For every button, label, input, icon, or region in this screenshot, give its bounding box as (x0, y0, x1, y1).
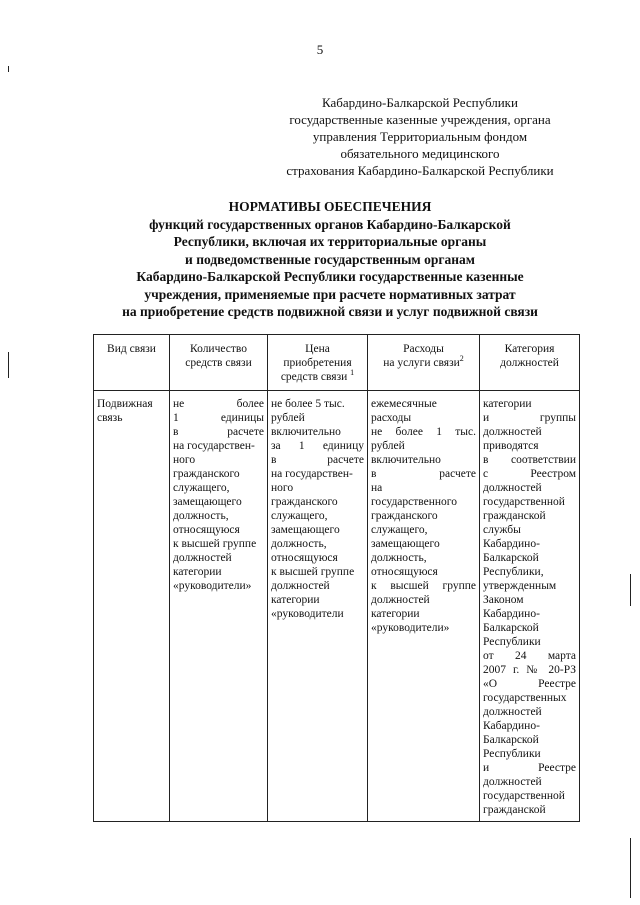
header-category: Категория должностей (480, 335, 580, 391)
cell-type: Подвижная связь (94, 391, 170, 822)
title-line: НОРМАТИВЫ ОБЕСПЕЧЕНИЯ (228, 199, 432, 214)
margin-mark (8, 66, 9, 72)
header-line: страхования Кабардино-Балкарской Республики (286, 163, 554, 178)
margin-mark (630, 838, 631, 898)
footnote-ref: 2 (459, 354, 464, 364)
title-line: на приобретение средств подвижной связи и услуг подвижной связи (122, 304, 538, 319)
cell-expenses: ежемесячные расходы не более 1 тыс. рублей включительно в расчете на государственного гражданского служащего, замещающего должность, относящуюся к высшей группе должностей категории «руководители» (368, 391, 480, 822)
norms-table (93, 334, 580, 822)
margin-mark (630, 574, 631, 606)
cell-price: не более 5 тыс. рублей включительно за 1 единицу в расчете на государствен- ного гражданского служащего, замещающего должность, относящуюся к высшей группе должностей категории «руководители (268, 391, 368, 822)
header-line: государственные казенные учреждения, органа (289, 112, 551, 127)
title-line: учреждения, применяемые при расчете нормативных затрат (144, 286, 516, 302)
page-number: 5 (316, 42, 324, 57)
title-line: и подведомственные государственным органам (185, 251, 475, 267)
title-line: функций государственных органов Кабардино-Балкарской (149, 216, 511, 232)
header-expenses: Расходы на услуги связи$^2$ (368, 335, 480, 391)
document-title (80, 198, 580, 321)
title-line: Республики, включая их территориальные органы (173, 234, 487, 249)
header-quantity: Количество средств связи (170, 335, 268, 391)
title-line: Кабардино-Балкарской Республики государственные казенные (136, 269, 524, 284)
table-header-row (94, 335, 580, 391)
header-line: обязательного медицинского (340, 146, 500, 161)
cell-quantity: не более 1 единицы в расчете на государствен- ного гражданского служащего, замещающего должность, относящуюся к высшей группе должностей категории «руководители» (170, 391, 268, 822)
cell-category: категории и группы должностей приводятся в соответствии с Реестром должностей государственной гражданской службы Кабардино- Балкарской Республики, утвержденным Законом Кабардино- Балкарской Республики от 24 марта 2007 г. № 20-РЗ «О Реестре государственных должностей Кабардино- Балкарской Республики и Реестре должностей государственной гражданской (480, 391, 580, 822)
margin-mark (8, 352, 9, 378)
footnote-ref: 1 (350, 368, 355, 378)
addressee-header (250, 94, 590, 179)
table-row (94, 391, 580, 822)
header-type: Вид связи (94, 335, 170, 391)
header-line: Кабардино-Балкарской Республики (322, 95, 518, 110)
header-line: управления Территориальным фондом (312, 129, 528, 144)
header-price: Цена приобретения средств связи $^1$ (268, 335, 368, 391)
